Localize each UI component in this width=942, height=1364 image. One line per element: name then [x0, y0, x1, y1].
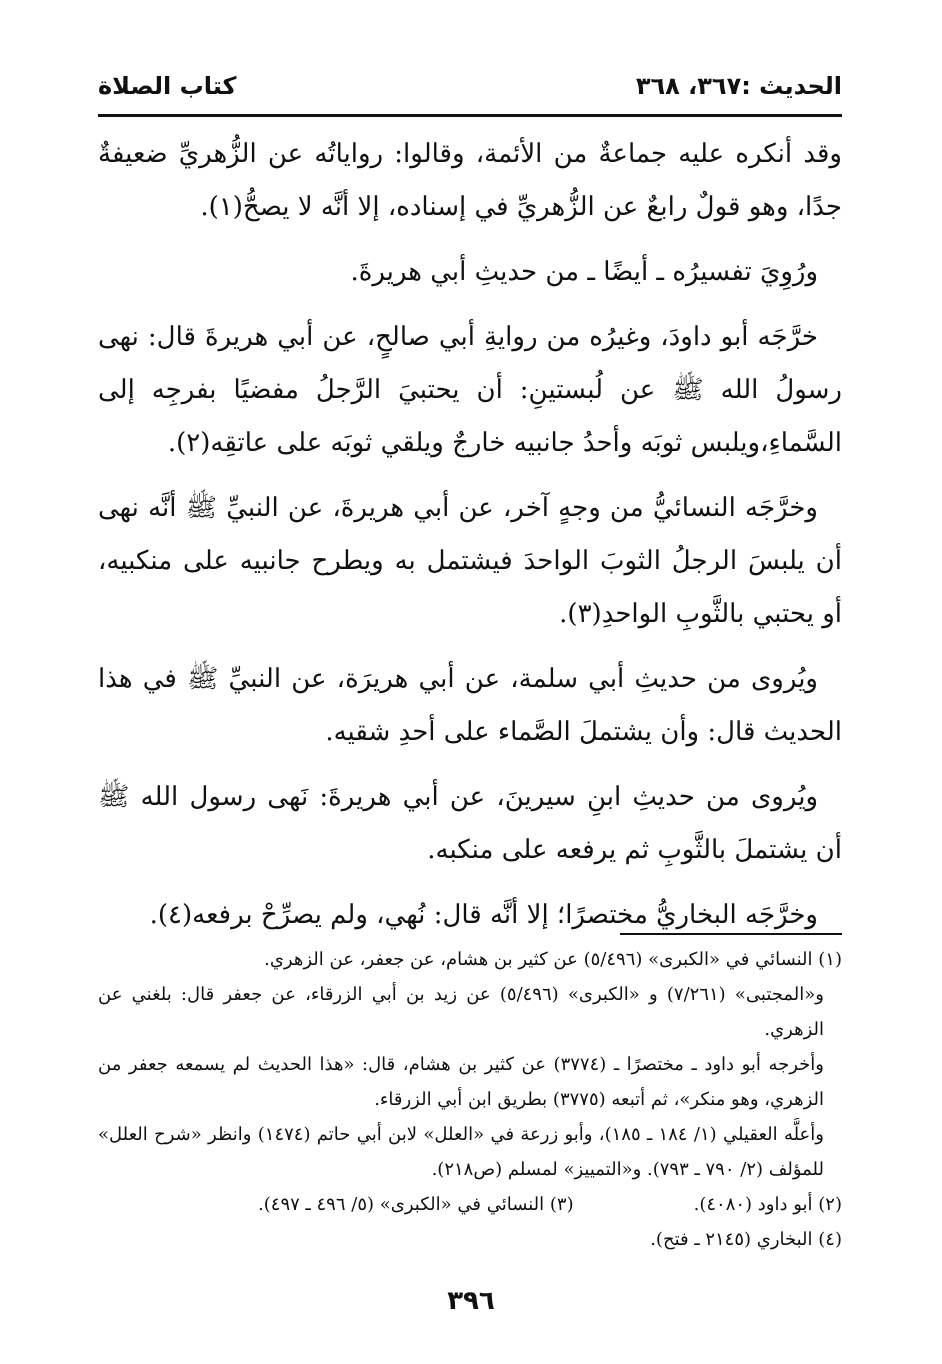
- footnote-1-continued: و«المجتبى» (٧/٢٦١) و «الكبرى» (٥/٤٩٦) عن زيد بن أبي الزرقاء، عن جعفر قال: بلغني عن الزهري.: [98, 984, 824, 1040]
- paragraph: خرَّجَه أبو داودَ، وغيرُه من روايةِ أبي صالحٍ، عن أبي هريرةَ قال: نهى رسولُ الله ﷺ عن لُبستينِ: أن يحتبيَ الرَّجلُ مفضيًا بفرجِه إلى السَّماءِ،ويلبس ثوبَه وأحدُ جانبيه خارجٌ ويلقي ثوبَه على عاتقِه(٢).: [98, 322, 842, 458]
- chapter-title: كتاب الصلاة: [98, 72, 237, 100]
- main-text: [98, 128, 842, 954]
- hadith-number-title: الحديث :٣٦٧، ٣٦٨: [635, 72, 842, 100]
- footnote-1-continued: وأعلَّه العقيلي (١/ ١٨٤ ـ ١٨٥)، وأبو زرعة في «العلل» لابن أبي حاتم (١٤٧٤) وانظر «شرح العلل» للمؤلف (٢/ ٧٩٠ ـ ٧٩٣). و«التمييز» لمسلم (ص٢١٨).: [98, 1124, 824, 1180]
- paragraph: ويُروى من حديثِ أبي سلمة، عن أبي هريرَة، عن النبيِّ ﷺ في هذا الحديث قال: وأن يشتملَ الصَّماء على أحدِ شقيه.: [98, 664, 842, 747]
- header-rule: [98, 114, 842, 117]
- paragraph: وخرَّجَه النسائيُّ من وجهٍ آخر، عن أبي هريرةَ، عن النبيِّ ﷺ أنَّه نهى أن يلبسَ الرجلُ الثوبَ الواحدَ فيشتمل به ويطرح جانبيه على منكبيه، أو يحتبي بالثَّوبِ الواحدِ(٣).: [98, 493, 842, 629]
- page-number: ٣٩٦: [447, 1286, 495, 1316]
- footnote-4: (٤) البخاري (٢١٤٥ ـ فتح).: [650, 1229, 842, 1250]
- footnote-2: (٢) أبو داود (٤٠٨٠).: [693, 1194, 842, 1215]
- footnote-1-continued: وأخرجه أبو داود ـ مختصرًا ـ (٣٧٧٤) عن كثير بن هشام، قال: «هذا الحديث لم يسمعه جعفر من الزهري، وهو منكر»، ثم أتبعه (٣٧٧٥) بطريق ابن أبي الزرقاء.: [98, 1054, 824, 1110]
- footnote-separator: [620, 933, 842, 935]
- footnote-3: (٣) النسائي في «الكبرى» (٥/ ٤٩٦ ـ ٤٩٧).: [258, 1194, 574, 1215]
- paragraph: ويُروى من حديثِ ابنِ سيرينَ، عن أبي هريرةَ: نَهى رسول الله ﷺ أن يشتملَ بالثَّوبِ ثم يرفعه على منكبه.: [98, 782, 842, 865]
- paragraph: ورُوِيَ تفسيرُه ـ أيضًا ـ من حديثِ أبي هريرةَ.: [350, 257, 818, 287]
- footnote-1: (١) النسائي في «الكبرى» (٥/٤٩٦) عن كثير بن هشام، عن جعفر، عن الزهري.: [264, 949, 842, 970]
- running-header: [98, 72, 842, 112]
- footnote-row: [98, 1187, 842, 1222]
- paragraph: وقد أنكره عليه جماعةٌ من الأئمة، وقالوا: رواياتُه عن الزُّهريِّ ضعيفةٌ جدًا، وهو قولٌ رابعٌ عن الزُّهريِّ في إسناده، إلا أنَّه لا يصحُّ(١).: [98, 139, 842, 222]
- paragraph: وخرَّجَه البخاريُّ مختصرًا؛ إلا أنَّه قال: نُهي، ولم يصرِّحْ برفعه(٤).: [149, 900, 818, 930]
- footnotes: [98, 942, 842, 1257]
